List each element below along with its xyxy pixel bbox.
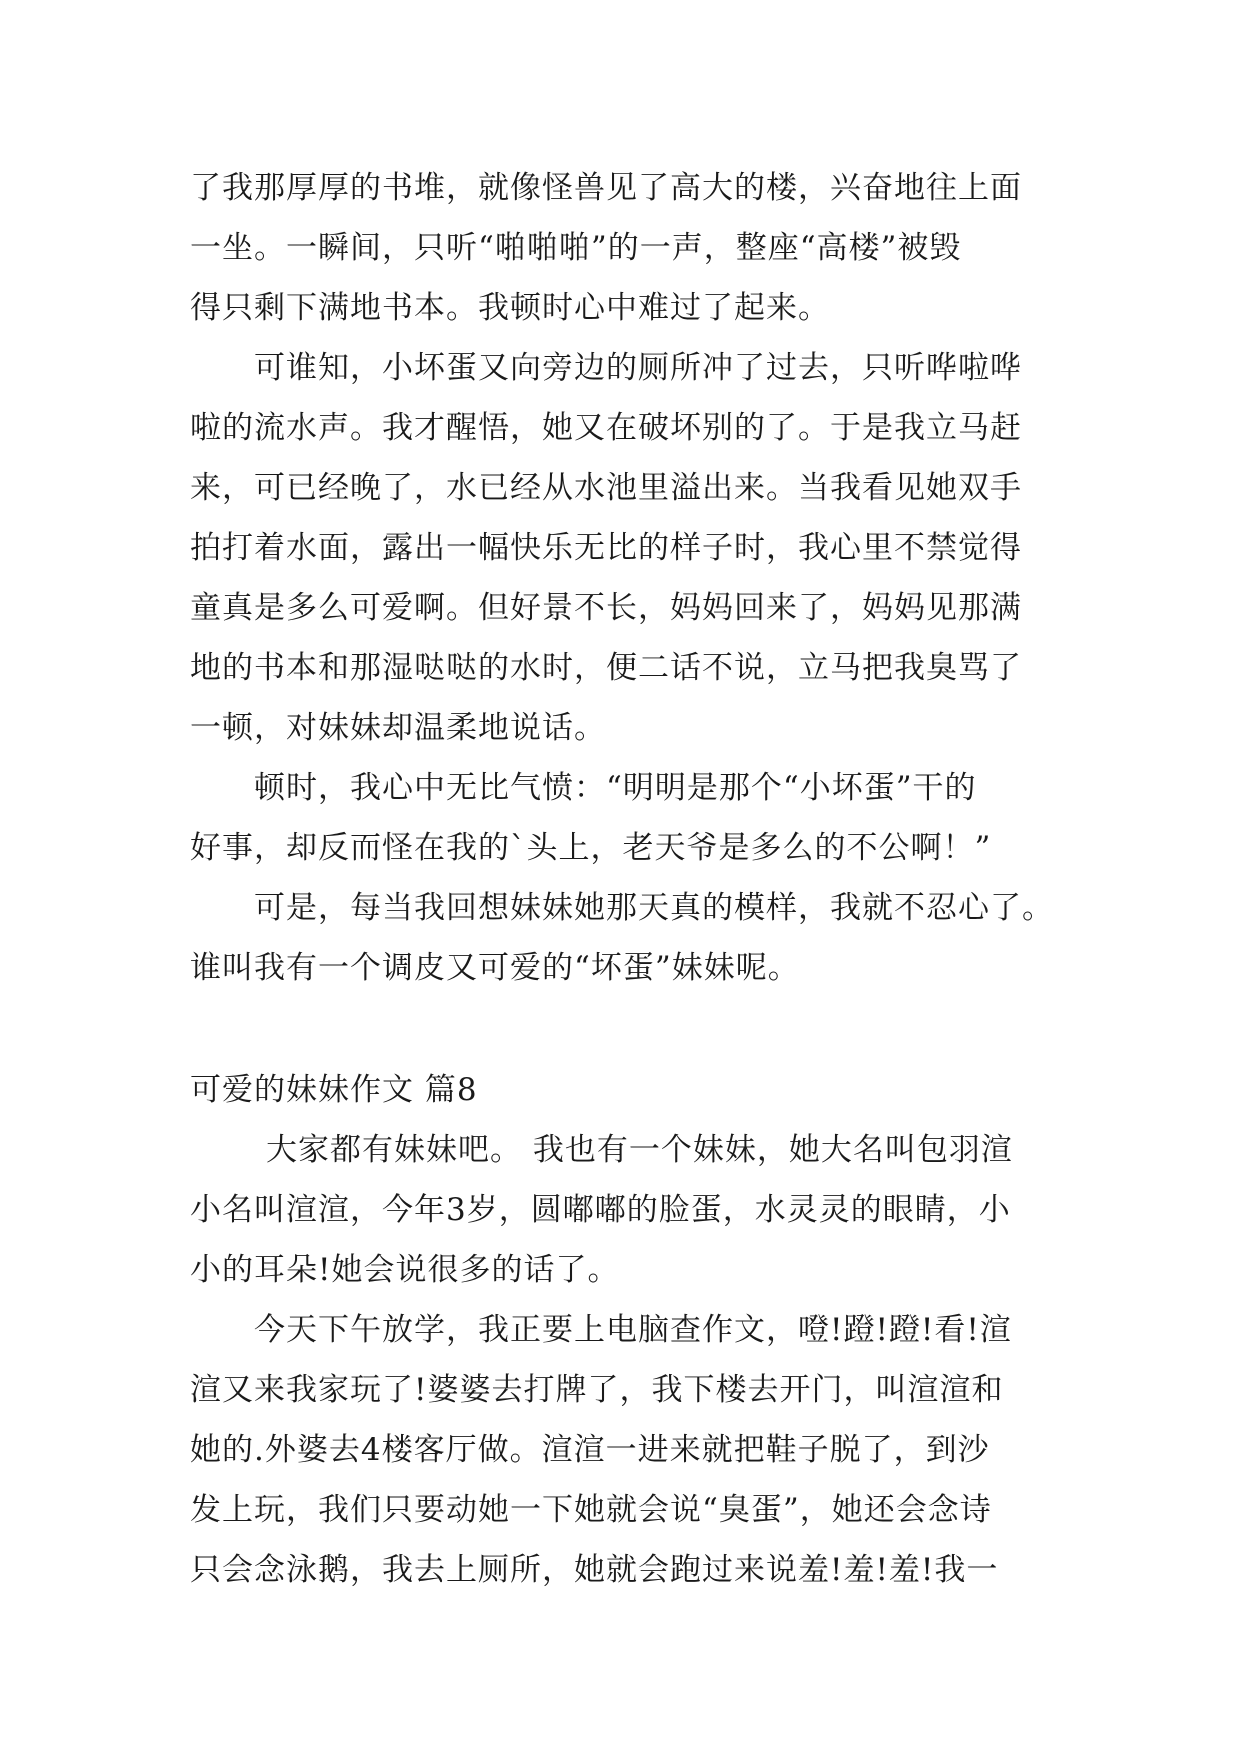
paragraph-line: 一坐。一瞬间，只听“啪啪啪”的一声，整座“高楼”被毁 (190, 230, 962, 266)
paragraph-line: 今天下午放学，我正要上电脑查作文，噔!蹬!蹬!看!渲 (254, 1312, 1012, 1348)
paragraph-line: 啦的流水声。我才醒悟，她又在破坏别的了。于是我立马赶 (190, 410, 1022, 446)
paragraph-line: 来，可已经晚了，水已经从水池里溢出来。当我看见她双手 (190, 470, 1022, 506)
paragraph-line: 顿时，我心中无比气愤：“明明是那个“小坏蛋”干的 (254, 770, 977, 806)
paragraph-line: 发上玩，我们只要动她一下她就会说“臭蛋”，她还会念诗 (190, 1492, 992, 1528)
paragraph-line: 了我那厚厚的书堆，就像怪兽见了高大的楼，兴奋地往上面 (190, 170, 1022, 206)
paragraph-line: 地的书本和那湿哒哒的水时，便二话不说，立马把我臭骂了 (190, 650, 1022, 686)
paragraph-line: 拍打着水面，露出一幅快乐无比的样子时，我心里不禁觉得 (190, 530, 1022, 566)
paragraph-line: 童真是多么可爱啊。但好景不长，妈妈回来了，妈妈见那满 (190, 590, 1022, 626)
paragraph-line: 只会念泳鹅，我去上厕所，她就会跑过来说羞!羞!羞!我一 (190, 1552, 999, 1588)
paragraph-line: 一顿，对妹妹却温柔地说话。 (190, 710, 606, 746)
paragraph-line: 大家都有妹妹吧。 我也有一个妹妹，她大名叫包羽渲 (266, 1132, 1013, 1168)
paragraph-line: 好事，却反而怪在我的`头上，老天爷是多么的不公啊！” (190, 830, 992, 866)
paragraph-line: 可谁知，小坏蛋又向旁边的厕所冲了过去，只听哗啦哗 (254, 350, 1022, 386)
paragraph-line: 可是，每当我回想妹妹她那天真的模样，我就不忍心了。 (254, 890, 1054, 926)
paragraph-line: 她的.外婆去4楼客厅做。渲渲一进来就把鞋子脱了，到沙 (190, 1432, 990, 1468)
paragraph-line: 小的耳朵!她会说很多的话了。 (190, 1252, 620, 1288)
paragraph-line: 小名叫渲渲，今年3岁，圆嘟嘟的脸蛋，水灵灵的眼睛，小 (190, 1192, 1011, 1228)
section-heading: 可爱的妹妹作文 篇8 (190, 1072, 478, 1108)
paragraph-line: 得只剩下满地书本。我顿时心中难过了起来。 (190, 290, 830, 326)
paragraph-line: 谁叫我有一个调皮又可爱的“坏蛋”妹妹呢。 (190, 950, 800, 986)
document-page (190, 158, 1060, 1600)
paragraph-line: 渲又来我家玩了!婆婆去打牌了，我下楼去开门，叫渲渲和 (190, 1372, 1004, 1408)
